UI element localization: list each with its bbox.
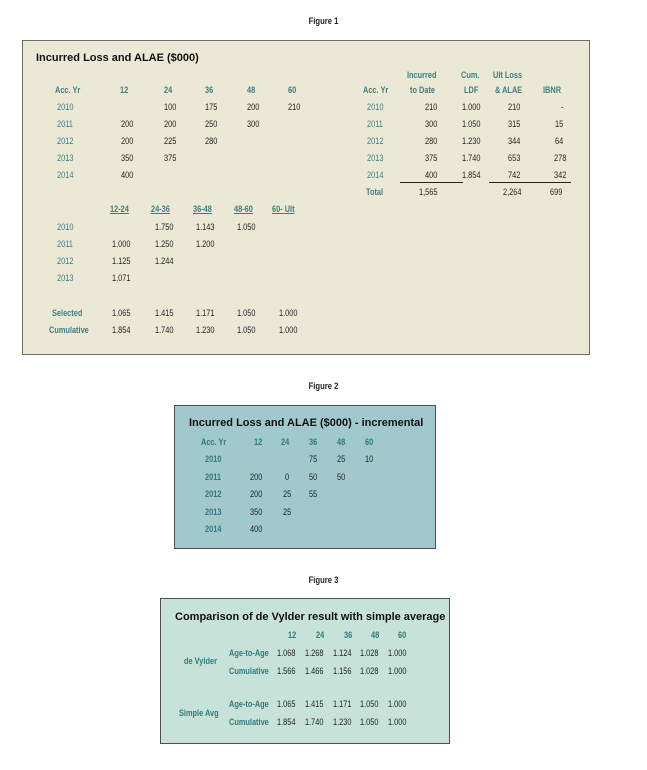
- ata-header-12-24: 12-24: [110, 204, 129, 214]
- comp-cell: 1.566: [277, 666, 296, 676]
- incr-cell: 400: [250, 524, 263, 534]
- ult-cell: 280: [425, 136, 438, 146]
- total-ult: 2,264: [503, 187, 522, 197]
- ata-cell: 1.143: [196, 222, 215, 232]
- figure-3-title: Comparison of de Vylder result with simple average: [175, 611, 446, 623]
- incr-cell: 10: [365, 454, 374, 464]
- comp-cell: 1.028: [360, 666, 379, 676]
- figure-2-caption: Figure 2: [308, 381, 339, 391]
- ult-cell: 1.000: [462, 102, 481, 112]
- ata-row-year: 2012: [57, 256, 74, 266]
- ata-cell: 1.125: [112, 256, 131, 266]
- comp-cell: 1.156: [333, 666, 352, 676]
- comp-cell: 1.466: [305, 666, 324, 676]
- comp-cell: 1.854: [277, 717, 296, 727]
- ata-cell: 1.244: [155, 256, 174, 266]
- comp-row-label: Age-to-Age: [229, 648, 269, 658]
- incr-header-60: 60: [365, 437, 374, 447]
- comp-cell: 1.068: [277, 648, 296, 658]
- ata-header-60-ult: 60- Ult: [272, 204, 295, 214]
- incr-header-12: 12: [254, 437, 263, 447]
- incr-header-48: 48: [337, 437, 346, 447]
- incr-header-36: 36: [309, 437, 318, 447]
- figure-2-title: Incurred Loss and ALAE ($000) - incremental: [189, 417, 424, 429]
- incr-row-year: 2011: [205, 471, 222, 482]
- comp-cell: 1.050: [360, 699, 379, 709]
- comp-cell: 1.171: [333, 699, 352, 709]
- tri-cell: 375: [164, 153, 177, 163]
- tri-header-60: 60: [288, 85, 297, 95]
- tri-cell: 400: [121, 170, 134, 180]
- cumulative-label: Cumulative: [49, 325, 89, 335]
- ult-cell: 400: [425, 170, 438, 180]
- figure-1-caption: Figure 1: [308, 16, 339, 26]
- ata-cell: 1.000: [112, 239, 131, 249]
- figure-3-caption: Figure 3: [308, 575, 339, 585]
- tri-cell: 300: [247, 119, 260, 129]
- tri-header-48: 48: [247, 85, 256, 95]
- figure-1-panel: [22, 40, 590, 355]
- incr-row-year: 2014: [205, 524, 222, 534]
- group-label-de-vylder: de Vylder: [184, 656, 217, 666]
- ult-row-year: 2010: [367, 102, 384, 112]
- tri-cell: 200: [247, 102, 260, 112]
- incr-cell: 50: [337, 471, 346, 482]
- cumulative-12-24: 1.854: [112, 325, 131, 335]
- ult-cell: 742: [508, 170, 521, 180]
- comp-cell: 1.000: [388, 666, 407, 676]
- right-header-alae: & ALAE: [495, 85, 523, 95]
- comp-cell: 1.000: [388, 717, 407, 727]
- selected-12-24: 1.065: [112, 308, 131, 318]
- comp-cell: 1.065: [277, 699, 296, 709]
- right-header-to-date: to Date: [410, 85, 436, 95]
- ult-cell: 210: [425, 102, 438, 112]
- ult-row-year: 2013: [367, 153, 384, 163]
- incr-cell: 25: [283, 506, 292, 517]
- ata-cell: 1.750: [155, 222, 174, 232]
- ult-cell: 342: [554, 170, 567, 180]
- tri-cell: 200: [121, 136, 134, 146]
- cumulative-36-48: 1.230: [196, 325, 215, 335]
- tri-header-24: 24: [164, 85, 173, 95]
- comp-cell: 1.230: [333, 717, 352, 727]
- incr-header-24: 24: [281, 437, 290, 447]
- ata-row-year: 2011: [57, 239, 73, 249]
- incr-cell: 200: [250, 471, 263, 482]
- ult-cell: 64: [555, 136, 564, 146]
- tri-cell: 200: [121, 119, 134, 129]
- incr-header-acc-yr: Acc. Yr: [201, 437, 227, 447]
- total-ibnr: 699: [550, 187, 563, 197]
- selected-48-60: 1.050: [237, 308, 256, 318]
- cumulative-60-ult: 1.000: [279, 325, 298, 335]
- incr-cell: 25: [283, 489, 292, 499]
- right-header-ult-loss: Ult Loss: [493, 70, 523, 80]
- tri-cell: 210: [288, 102, 301, 112]
- ult-cell: 1.050: [462, 119, 481, 129]
- comp-cell: 1.028: [360, 648, 379, 658]
- selected-label: Selected: [52, 308, 83, 318]
- figure-1-title: Incurred Loss and ALAE ($000): [36, 52, 199, 64]
- tri-row-year: 2014: [57, 170, 74, 180]
- incr-cell: 75: [309, 454, 318, 464]
- comp-cell: 1.000: [388, 699, 407, 709]
- incr-cell: 350: [250, 506, 263, 517]
- comp-cell: 1.124: [333, 648, 352, 658]
- ata-header-24-36: 24-36: [151, 204, 170, 214]
- ult-cell: 375: [425, 153, 438, 163]
- comp-cell: 1.050: [360, 717, 379, 727]
- ata-header-36-48: 36-48: [193, 204, 212, 214]
- comp-cell: 1.268: [305, 648, 324, 658]
- right-header-ibnr: IBNR: [543, 85, 562, 95]
- figure-3-panel: [160, 598, 450, 744]
- comp-header-24: 24: [316, 630, 325, 640]
- ata-header-48-60: 48-60: [234, 204, 253, 214]
- tri-cell: 280: [205, 136, 218, 146]
- tri-header-36: 36: [205, 85, 214, 95]
- ult-row-year: 2011: [367, 119, 383, 129]
- ult-cell: 344: [508, 136, 521, 146]
- total-rule-ult: [489, 182, 571, 183]
- right-header-ldf: LDF: [464, 85, 479, 95]
- comp-row-label: Age-to-Age: [229, 699, 269, 709]
- comp-cell: 1.000: [388, 648, 407, 658]
- tri-header-acc-yr: Acc. Yr: [55, 85, 81, 95]
- ata-cell: 1.071: [112, 273, 131, 283]
- comp-header-36: 36: [344, 630, 353, 640]
- ult-cell: 1.230: [462, 136, 481, 146]
- total-label: Total: [366, 187, 384, 197]
- incr-cell: 50: [309, 471, 318, 482]
- ult-row-year: 2014: [367, 170, 384, 180]
- tri-cell: 350: [121, 153, 134, 163]
- tri-row-year: 2012: [57, 136, 74, 146]
- right-header-acc-yr: Acc. Yr: [363, 85, 389, 95]
- right-header-incurred: Incurred: [407, 70, 437, 80]
- tri-cell: 250: [205, 119, 218, 129]
- tri-cell: 200: [164, 119, 177, 129]
- incr-row-year: 2013: [205, 506, 222, 517]
- comp-header-60: 60: [398, 630, 407, 640]
- tri-cell: 100: [164, 102, 177, 112]
- ult-cell: 278: [554, 153, 567, 163]
- incr-row-year: 2010: [205, 454, 222, 464]
- figure-2-panel: [174, 405, 436, 549]
- selected-24-36: 1.415: [155, 308, 174, 318]
- incr-cell: 200: [250, 489, 263, 499]
- incr-row-year: 2012: [205, 489, 222, 499]
- selected-36-48: 1.171: [196, 308, 215, 318]
- ata-cell: 1.250: [155, 239, 174, 249]
- ata-row-year: 2013: [57, 273, 74, 283]
- comp-cell: 1.415: [305, 699, 324, 709]
- ult-cell: 15: [555, 119, 564, 129]
- total-rule-incurred: [400, 182, 463, 183]
- ata-cell: 1.200: [196, 239, 215, 249]
- incr-cell: 55: [309, 489, 318, 499]
- comp-header-48: 48: [371, 630, 380, 640]
- tri-cell: 225: [164, 136, 177, 146]
- cumulative-48-60: 1.050: [237, 325, 256, 335]
- cumulative-24-36: 1.740: [155, 325, 174, 335]
- tri-cell: 175: [205, 102, 218, 112]
- group-label-simple-avg: Simple Avg: [179, 708, 219, 718]
- comp-header-12: 12: [288, 630, 297, 640]
- tri-row-year: 2011: [57, 119, 73, 129]
- ult-cell: 315: [508, 119, 521, 129]
- ult-cell: 210: [508, 102, 521, 112]
- comp-row-label: Cumulative: [229, 717, 269, 727]
- incr-cell: 0: [285, 471, 290, 482]
- ult-row-year: 2012: [367, 136, 384, 146]
- ult-cell: 300: [425, 119, 438, 129]
- ata-row-year: 2010: [57, 222, 74, 232]
- right-header-cum: Cum.: [461, 70, 480, 80]
- tri-header-12: 12: [120, 85, 129, 95]
- incr-cell: 25: [337, 454, 346, 464]
- comp-cell: 1.740: [305, 717, 324, 727]
- comp-row-label: Cumulative: [229, 666, 269, 676]
- ult-cell: -: [561, 102, 564, 112]
- total-incurred: 1,565: [419, 187, 438, 197]
- ult-cell: 1.740: [462, 153, 481, 163]
- ult-cell: 653: [508, 153, 521, 163]
- tri-row-year: 2010: [57, 102, 74, 112]
- ult-cell: 1.854: [462, 170, 481, 180]
- ata-cell: 1.050: [237, 222, 256, 232]
- tri-row-year: 2013: [57, 153, 74, 163]
- selected-60-ult: 1.000: [279, 308, 298, 318]
